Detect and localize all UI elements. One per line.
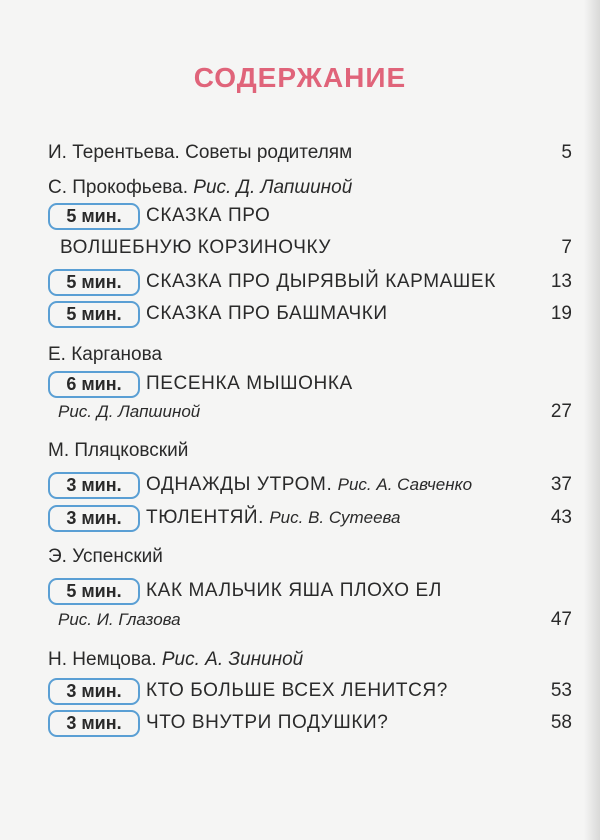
toc-entry[interactable]	[48, 138, 572, 168]
illustrator-credit: Рис. В. Сутеева	[269, 508, 401, 527]
story-title: КТО БОЛЬШЕ ВСЕХ ЛЕНИТСЯ?	[146, 680, 448, 701]
toc-entry[interactable]	[48, 369, 572, 399]
page-number: 27	[550, 401, 572, 422]
author-name: М. Пляцковский	[48, 440, 189, 461]
toc-entry[interactable]	[48, 676, 572, 706]
story-title: СКАЗКА ПРО БАШМАЧКИ	[146, 303, 388, 324]
reading-time-badge: 3 мин.	[48, 505, 140, 532]
reading-time-badge: 5 мин.	[48, 578, 140, 605]
story-title: ТЮЛЕНТЯЙ.	[146, 507, 265, 528]
story-title: ЧТО ВНУТРИ ПОДУШКИ?	[146, 712, 389, 733]
author-line	[48, 645, 572, 675]
reading-time-badge: 5 мин.	[48, 269, 140, 296]
page-title: СОДЕРЖАНИЕ	[193, 62, 407, 93]
page-number: 7	[561, 237, 572, 258]
toc-entry[interactable]	[48, 267, 572, 297]
dot-leader	[480, 475, 545, 495]
dot-leader	[396, 304, 545, 324]
illustrator-credit: Рис. А. Зининой	[161, 649, 304, 670]
illustrator-credit: Рис. И. Глазова	[58, 610, 181, 629]
entry-text: И. Терентьева. Советы родителям	[48, 142, 353, 163]
illustrator-credit: Рис. Д. Лапшиной	[193, 177, 353, 198]
toc-entry[interactable]	[48, 299, 572, 329]
toc-entry[interactable]	[48, 576, 572, 606]
toc-entry[interactable]	[48, 708, 572, 738]
reading-time-badge: 3 мин.	[48, 472, 140, 499]
toc-entry-continuation[interactable]	[48, 605, 572, 635]
dot-leader	[504, 272, 545, 292]
story-title-continued: ВОЛШЕБНУЮ КОРЗИНОЧКУ	[60, 237, 332, 258]
author-line	[48, 173, 572, 203]
author-name: Э. Успенский	[48, 546, 163, 567]
author-name: С. Прокофьева.	[48, 177, 188, 198]
reading-time-badge: 5 мин.	[48, 203, 140, 230]
story-title: КАК МАЛЬЧИК ЯША ПЛОХО ЕЛ	[146, 580, 442, 601]
dot-leader	[456, 681, 545, 701]
story-title: СКАЗКА ПРО	[146, 205, 271, 226]
toc-entry-continuation[interactable]	[48, 397, 572, 427]
page-number: 19	[550, 303, 572, 324]
toc-entry[interactable]	[48, 503, 572, 533]
story-title: ПЕСЕНКА МЫШОНКА	[146, 373, 353, 394]
reading-time-badge: 5 мин.	[48, 301, 140, 328]
reading-time-badge: 3 мин.	[48, 678, 140, 705]
author-name: Н. Немцова.	[48, 649, 157, 670]
dot-leader	[189, 610, 545, 630]
author-line	[48, 436, 572, 466]
page-number: 47	[550, 609, 572, 630]
dot-leader	[408, 508, 544, 528]
author-line	[48, 542, 572, 572]
page-number: 53	[550, 680, 572, 701]
page-edge-shadow	[584, 0, 600, 840]
author-line	[48, 340, 572, 370]
dot-leader	[339, 238, 546, 258]
story-title: ОДНАЖДЫ УТРОМ.	[146, 474, 333, 495]
story-title: СКАЗКА ПРО ДЫРЯВЫЙ КАРМАШЕК	[146, 271, 496, 292]
page-number: 13	[550, 271, 572, 292]
illustrator-credit: Рис. Д. Лапшиной	[58, 402, 201, 421]
illustrator-credit: Рис. А. Савченко	[337, 475, 473, 494]
page-number: 43	[550, 507, 572, 528]
dot-leader	[208, 402, 545, 422]
dot-leader	[396, 713, 544, 733]
toc-entry[interactable]	[48, 470, 572, 500]
page-number: 58	[550, 712, 572, 733]
page-number: 5	[561, 142, 572, 163]
reading-time-badge: 3 мин.	[48, 710, 140, 737]
toc-entry-continuation[interactable]	[48, 233, 572, 263]
page-number: 37	[550, 474, 572, 495]
toc-entry[interactable]	[48, 201, 572, 231]
reading-time-badge: 6 мин.	[48, 371, 140, 398]
dot-leader	[360, 143, 546, 163]
author-name: Е. Карганова	[48, 344, 163, 365]
